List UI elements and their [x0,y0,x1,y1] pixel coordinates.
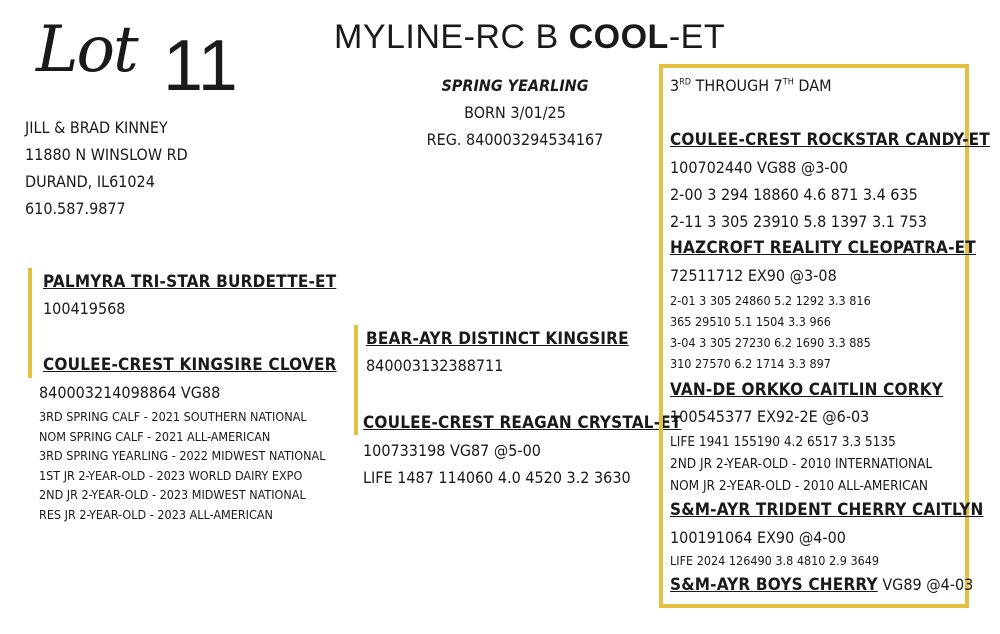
dam3-record: 2-00 3 294 18860 4.6 871 3.4 635 [670,185,918,204]
grand-dam-record: LIFE 1487 114060 4.0 4520 3.2 3630 [363,468,631,487]
grand-dam-name: COULEE-CREST REAGAN CRYSTAL-ET [363,413,682,433]
animal-info [410,72,620,153]
dam4-name: HAZCROFT REALITY CLEOPATRA-ET [670,238,976,258]
extended-pedigree-box [659,64,990,608]
page-title [334,20,725,54]
animal-class: SPRING YEARLING [441,76,589,95]
dam-sire-name: BEAR-AYR DISTINCT KINGSIRE [366,329,629,349]
dam6-record: LIFE 2024 126490 3.8 4810 2.9 3649 [670,553,880,568]
dam4-record: 2-01 3 305 24860 5.2 1292 3.3 816 [670,293,871,308]
dam5-name: VAN-DE ORKKO CAITLIN CORKY [670,380,944,400]
dam3-name: COULEE-CREST ROCKSTAR CANDY-ET [670,130,990,150]
dam7-score: VG89 @4-03 [877,575,974,594]
dam4-record: 3-04 3 305 27230 6.2 1690 3.3 885 [670,335,871,350]
dam5-reg: 100545377 EX92-2E @6-03 [670,407,870,426]
dam6-name: S&M-AYR TRIDENT CHERRY CAITLYN [670,500,984,520]
dam3-record: 2-11 3 305 23910 5.8 1397 3.1 753 [670,212,927,231]
box-heading: 3RD THROUGH 7TH DAM [670,76,832,95]
dam3-reg: 100702440 VG88 @3-00 [670,158,848,177]
title-suffix: -ET [668,18,726,56]
dam-award: NOM SPRING CALF - 2021 ALL-AMERICAN [39,428,271,444]
dam-awards [39,407,326,525]
dam4-record: 310 27570 6.2 1714 3.3 897 [670,356,831,371]
owner-phone: 610.587.9877 [25,199,126,218]
dam7-line [670,575,973,595]
sire-name: PALMYRA TRI-STAR BURDETTE-ET [43,272,337,292]
dam6-reg: 100191064 EX90 @4-00 [670,528,846,547]
sire-dam-block [28,268,339,378]
owner-info [25,114,188,222]
dam-award: 1ST JR 2-YEAR-OLD - 2023 WORLD DAIRY EXPO [39,467,303,483]
dam-award: 2ND JR 2-YEAR-OLD - 2023 MIDWEST NATIONAL [39,487,306,503]
dam4-record: 365 29510 5.1 1504 3.3 966 [670,314,831,329]
animal-reg: REG. 840003294534167 [426,130,604,149]
dam-name: COULEE-CREST KINGSIRE CLOVER [43,355,337,375]
sire-reg: 100419568 [43,299,126,318]
owner-address: 11880 N WINSLOW RD [25,145,188,164]
dam-reg: 840003214098864 VG88 [39,383,221,402]
lot-number: 11 [163,26,238,106]
owner-name: JILL & BRAD KINNEY [25,118,168,137]
dam-award: 3RD SPRING CALF - 2021 SOUTHERN NATIONAL [39,409,307,424]
dam-award: RES JR 2-YEAR-OLD - 2023 ALL-AMERICAN [39,506,273,522]
lot-label: Lot [36,13,137,87]
dam4-reg: 72511712 EX90 @3-08 [670,266,837,285]
title-prefix: MYLINE-RC B [334,18,569,56]
dam-award: 3RD SPRING YEARLING - 2022 MIDWEST NATIONAL [39,448,326,464]
owner-city: DURAND, IL61024 [25,172,155,191]
dam5-record: LIFE 1941 155190 4.2 6517 3.3 5135 [670,434,896,450]
dam7-name: S&M-AYR BOYS CHERRY [670,575,878,595]
dam-sire-block [354,325,682,435]
grand-dam-reg: 100733198 VG87 @5-00 [363,441,541,460]
dam5-award: 2ND JR 2-YEAR-OLD - 2010 INTERNATIONAL [670,456,933,472]
dam5-award: NOM JR 2-YEAR-OLD - 2010 ALL-AMERICAN [670,478,928,494]
dam-sire-reg: 840003132388711 [366,356,504,375]
animal-born: BORN 3/01/25 [464,103,566,122]
title-bold: COOL [568,18,669,56]
